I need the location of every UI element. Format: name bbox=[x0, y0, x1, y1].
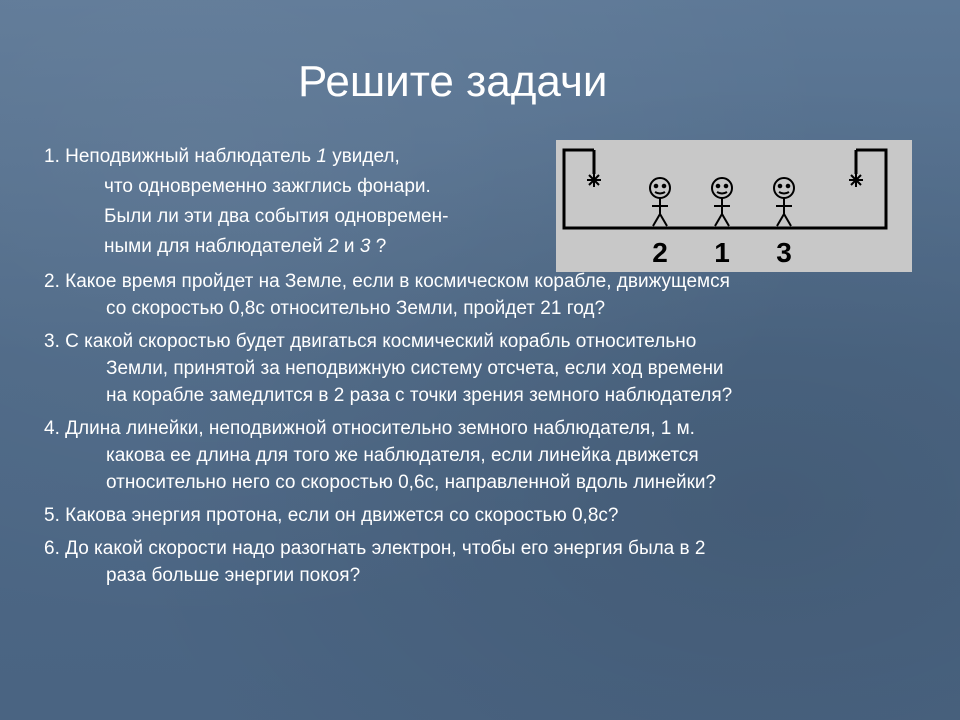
problem-5 bbox=[44, 502, 944, 529]
problem-1-text-q: ? bbox=[375, 236, 387, 257]
problem-2 bbox=[44, 268, 944, 322]
problem-line: 3. С какой скоростью будет двигаться космический корабль относительно bbox=[44, 331, 697, 352]
problem-list bbox=[44, 142, 944, 595]
problem-1-line-3: Были ли эти два события одновремен- bbox=[104, 206, 449, 227]
problem-line: относительно него со скоростью 0,6с, направленной вдоль линейки? bbox=[106, 472, 717, 493]
problem-1-line-1 bbox=[44, 142, 944, 172]
problem-1-text-b: увидел, bbox=[332, 146, 400, 167]
problem-line: 2. Какое время пройдет на Земле, если в космическом корабле, движущемся bbox=[44, 271, 730, 292]
problem-6 bbox=[44, 535, 944, 589]
problem-1-text-c: ными для наблюдателей bbox=[104, 236, 323, 257]
problem-1-text-a: 1. Неподвижный наблюдатель bbox=[44, 146, 312, 167]
observer-ref-3: 3 bbox=[359, 236, 371, 257]
problem-line: 5. Какова энергия протона, если он движется со скоростью 0,8с? bbox=[44, 505, 619, 526]
problem-1 bbox=[44, 142, 944, 262]
problem-1-line-4 bbox=[44, 232, 944, 262]
problem-line: на корабле замедлится в 2 раза с точки зрения земного наблюдателя? bbox=[106, 385, 733, 406]
problem-1-text-and: и bbox=[343, 236, 355, 257]
problem-line: 6. До какой скорости надо разогнать электрон, чтобы его энергия была в 2 bbox=[44, 538, 706, 559]
problem-line: со скоростью 0,8с относительно Земли, пройдет 21 год? bbox=[106, 298, 606, 319]
observer-label-1: 1 bbox=[714, 237, 730, 268]
problem-line: Земли, принятой за неподвижную систему отсчета, если ход времени bbox=[106, 358, 724, 379]
observer-ref-1: 1 bbox=[316, 146, 327, 167]
observer-ref-2: 2 bbox=[328, 236, 339, 257]
observer-label-2: 2 bbox=[652, 237, 668, 268]
problem-1-line-2: что одновременно зажглись фонари. bbox=[104, 176, 431, 197]
problem-line: раза больше энергии покоя? bbox=[106, 565, 361, 586]
problem-line: 4. Длина линейки, неподвижной относительно земного наблюдателя, 1 м. bbox=[44, 418, 695, 439]
problem-4 bbox=[44, 415, 944, 496]
page-title: Решите задачи bbox=[298, 57, 608, 106]
observer-label-3: 3 bbox=[776, 237, 792, 268]
problem-line: какова ее длина для того же наблюдателя, если линейка движется bbox=[106, 445, 699, 466]
problem-3 bbox=[44, 328, 944, 409]
